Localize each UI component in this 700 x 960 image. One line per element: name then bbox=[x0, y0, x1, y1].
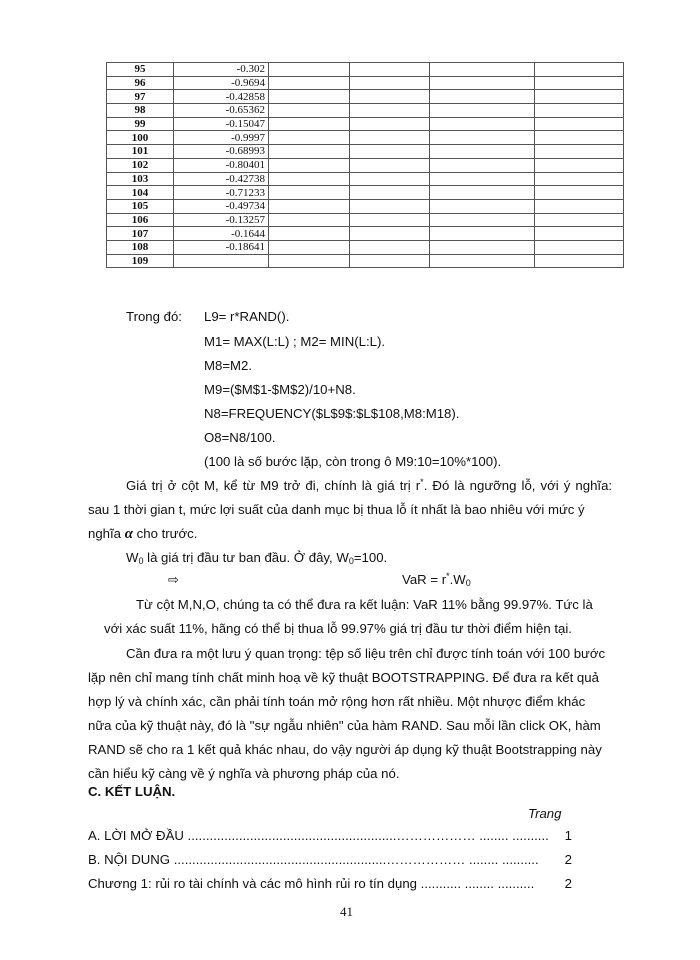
row-value-cell: -0.42738 bbox=[174, 172, 269, 186]
row-index-cell: 103 bbox=[107, 172, 174, 186]
simulation-table bbox=[106, 62, 624, 268]
empty-cell bbox=[269, 117, 350, 131]
paragraph-3-line-1: Cần đưa ra một lưu ý quan trọng: tệp số liệu trên chỉ được tính toán với 100 bước bbox=[126, 646, 606, 661]
row-index-cell: 105 bbox=[107, 199, 174, 213]
empty-cell bbox=[535, 254, 624, 268]
empty-cell bbox=[535, 117, 624, 131]
table-row bbox=[107, 145, 624, 159]
row-value-cell: -0.18641 bbox=[174, 240, 269, 254]
table-row bbox=[107, 240, 624, 254]
empty-cell bbox=[269, 63, 350, 77]
row-value-cell: -0.68993 bbox=[174, 145, 269, 159]
empty-cell bbox=[350, 90, 430, 104]
row-index-cell: 99 bbox=[107, 117, 174, 131]
empty-cell bbox=[350, 76, 430, 90]
table-row bbox=[107, 131, 624, 145]
toc-entry-page: 2 bbox=[564, 876, 572, 891]
paragraph-3-line-4: nữa của kỹ thuật này, đó là "sự ngẫu nhiên" của hàm RAND. Sau mỗi lần click OK, hàm bbox=[88, 718, 601, 733]
empty-cell bbox=[535, 213, 624, 227]
formula-o8: O8=N8/100. bbox=[204, 430, 276, 445]
empty-cell bbox=[430, 90, 535, 104]
paragraph-3-line-6: cần hiểu kỹ càng về ý nghĩa và phương pháp của nó. bbox=[88, 766, 400, 781]
empty-cell bbox=[430, 227, 535, 241]
row-index-cell: 97 bbox=[107, 90, 174, 104]
row-value-cell: -0.9997 bbox=[174, 131, 269, 145]
empty-cell bbox=[269, 104, 350, 118]
row-index-cell: 98 bbox=[107, 104, 174, 118]
empty-cell bbox=[269, 76, 350, 90]
table-row bbox=[107, 117, 624, 131]
row-index-cell: 100 bbox=[107, 131, 174, 145]
paragraph-2-line-2: với xác suất 11%, hãng có thể bị thua lỗ 99.97% giá trị đầu tư thời điểm hiện tại. bbox=[104, 621, 572, 636]
table-row bbox=[107, 90, 624, 104]
toc-entry-label: B. NỘI DUNG ..........................................................……………… ........ .......... bbox=[88, 852, 539, 867]
toc-page-header: Trang bbox=[528, 806, 562, 821]
table-row bbox=[107, 227, 624, 241]
formula-note: (100 là số bước lặp, còn trong ô M9:10=10%*100). bbox=[204, 454, 502, 469]
alpha-symbol: α bbox=[124, 526, 133, 542]
empty-cell bbox=[535, 90, 624, 104]
var-formula: VaR = $r^*.W_0$ bbox=[402, 571, 471, 588]
empty-cell bbox=[269, 240, 350, 254]
formula-m1-m2: M1= MAX(L:L) ; M2= MIN(L:L). bbox=[204, 334, 386, 349]
empty-cell bbox=[535, 172, 624, 186]
empty-cell bbox=[350, 104, 430, 118]
page-number: 41 bbox=[340, 904, 353, 919]
row-index-cell: 101 bbox=[107, 145, 174, 159]
empty-cell bbox=[350, 145, 430, 159]
empty-cell bbox=[430, 131, 535, 145]
empty-cell bbox=[535, 63, 624, 77]
paragraph-1-line-1: Giá trị ở cột M, kể từ M9 trở đi, chính là giá trị r*. Đó là ngưỡng lỗ, với ý nghĩa: bbox=[126, 477, 613, 493]
table-row bbox=[107, 104, 624, 118]
row-value-cell: -0.15047 bbox=[174, 117, 269, 131]
paragraph-1-line-2: sau 1 thời gian t, mức lợi suất của danh mục bị thua lỗ ít nhất là bao nhiêu với mức ý bbox=[88, 502, 585, 517]
paragraph-1-line-3: nghĩa α cho trước. bbox=[88, 526, 198, 542]
row-index-cell: 107 bbox=[107, 227, 174, 241]
formula-m8: M8=M2. bbox=[204, 358, 253, 373]
empty-cell bbox=[350, 158, 430, 172]
empty-cell bbox=[430, 199, 535, 213]
empty-cell bbox=[269, 213, 350, 227]
empty-cell bbox=[430, 213, 535, 227]
toc-entry-page: 1 bbox=[564, 828, 572, 843]
table-row bbox=[107, 158, 624, 172]
formula-l9: L9= r*RAND(). bbox=[204, 309, 290, 324]
empty-cell bbox=[535, 199, 624, 213]
empty-cell bbox=[269, 172, 350, 186]
row-value-cell bbox=[174, 254, 269, 268]
row-index-cell: 104 bbox=[107, 186, 174, 200]
row-value-cell: -0.42858 bbox=[174, 90, 269, 104]
empty-cell bbox=[269, 186, 350, 200]
row-value-cell: -0.1644 bbox=[174, 227, 269, 241]
table-row bbox=[107, 63, 624, 77]
toc-entry bbox=[88, 876, 572, 892]
paragraph-2-line-1: Từ cột M,N,O, chúng ta có thể đưa ra kết luận: VaR 11% bằng 99.97%. Tức là bbox=[136, 597, 593, 612]
toc-entry bbox=[88, 828, 572, 844]
empty-cell bbox=[269, 131, 350, 145]
row-value-cell: -0.80401 bbox=[174, 158, 269, 172]
empty-cell bbox=[535, 240, 624, 254]
empty-cell bbox=[350, 254, 430, 268]
empty-cell bbox=[269, 158, 350, 172]
empty-cell bbox=[269, 227, 350, 241]
empty-cell bbox=[350, 199, 430, 213]
toc-entry-label: A. LỜI MỞ ĐẦU .........................................................……………… ........ .......... bbox=[88, 828, 549, 843]
empty-cell bbox=[430, 63, 535, 77]
row-value-cell: -0.49734 bbox=[174, 199, 269, 213]
empty-cell bbox=[430, 254, 535, 268]
empty-cell bbox=[269, 199, 350, 213]
empty-cell bbox=[350, 240, 430, 254]
empty-cell bbox=[269, 145, 350, 159]
empty-cell bbox=[535, 104, 624, 118]
formula-m9: M9=($M$1-$M$2)/10+N8. bbox=[204, 382, 356, 397]
empty-cell bbox=[535, 131, 624, 145]
table-row bbox=[107, 199, 624, 213]
empty-cell bbox=[535, 76, 624, 90]
row-index-cell: 95 bbox=[107, 63, 174, 77]
trong-do-label: Trong đó: bbox=[126, 309, 182, 324]
empty-cell bbox=[430, 117, 535, 131]
row-index-cell: 96 bbox=[107, 76, 174, 90]
empty-cell bbox=[430, 76, 535, 90]
empty-cell bbox=[269, 90, 350, 104]
empty-cell bbox=[430, 104, 535, 118]
empty-cell bbox=[430, 240, 535, 254]
row-index-cell: 102 bbox=[107, 158, 174, 172]
empty-cell bbox=[350, 63, 430, 77]
arrow-icon: ⇨ bbox=[168, 572, 180, 587]
w0-line: $W_0$ là giá trị đầu tư ban đầu. Ở đây, $W_0=100$. bbox=[126, 550, 388, 566]
empty-cell bbox=[350, 117, 430, 131]
paragraph-3-line-3: hợp lý và chính xác, cần phải tính toán mở rộng hơn rất nhiều. Một nhược điểm khác bbox=[88, 694, 586, 709]
empty-cell bbox=[430, 145, 535, 159]
row-index-cell: 106 bbox=[107, 213, 174, 227]
empty-cell bbox=[430, 158, 535, 172]
table-row bbox=[107, 172, 624, 186]
table-row bbox=[107, 254, 624, 268]
empty-cell bbox=[350, 213, 430, 227]
empty-cell bbox=[430, 172, 535, 186]
section-heading: C. KẾT LUẬN. bbox=[88, 784, 176, 799]
row-value-cell: -0.13257 bbox=[174, 213, 269, 227]
empty-cell bbox=[269, 254, 350, 268]
row-value-cell: -0.71233 bbox=[174, 186, 269, 200]
empty-cell bbox=[535, 145, 624, 159]
table-row bbox=[107, 213, 624, 227]
row-value-cell: -0.302 bbox=[174, 63, 269, 77]
toc-entry-label: Chương 1: rủi ro tài chính và các mô hình rủi ro tín dụng ........... ........ .......... bbox=[88, 876, 535, 891]
empty-cell bbox=[430, 186, 535, 200]
table-row bbox=[107, 186, 624, 200]
toc-entry-page: 2 bbox=[564, 852, 572, 867]
row-value-cell: -0.65362 bbox=[174, 104, 269, 118]
empty-cell bbox=[350, 186, 430, 200]
empty-cell bbox=[350, 131, 430, 145]
row-index-cell: 109 bbox=[107, 254, 174, 268]
empty-cell bbox=[535, 158, 624, 172]
row-index-cell: 108 bbox=[107, 240, 174, 254]
empty-cell bbox=[535, 186, 624, 200]
formula-n8: N8=FREQUENCY($L$9$:$L$108,M8:M18). bbox=[204, 406, 460, 421]
toc-entry bbox=[88, 852, 572, 868]
empty-cell bbox=[350, 172, 430, 186]
paragraph-3-line-5: RAND sẽ cho ra 1 kết quả khác nhau, do vậy người áp dụng kỹ thuật Bootstrapping này bbox=[88, 742, 602, 757]
paragraph-3-line-2: lặp nên chỉ mang tính chất minh hoạ về kỹ thuật BOOTSTRAPPING. Để đưa ra kết quả bbox=[88, 670, 599, 685]
row-value-cell: -0.9694 bbox=[174, 76, 269, 90]
empty-cell bbox=[350, 227, 430, 241]
table-row bbox=[107, 76, 624, 90]
empty-cell bbox=[535, 227, 624, 241]
